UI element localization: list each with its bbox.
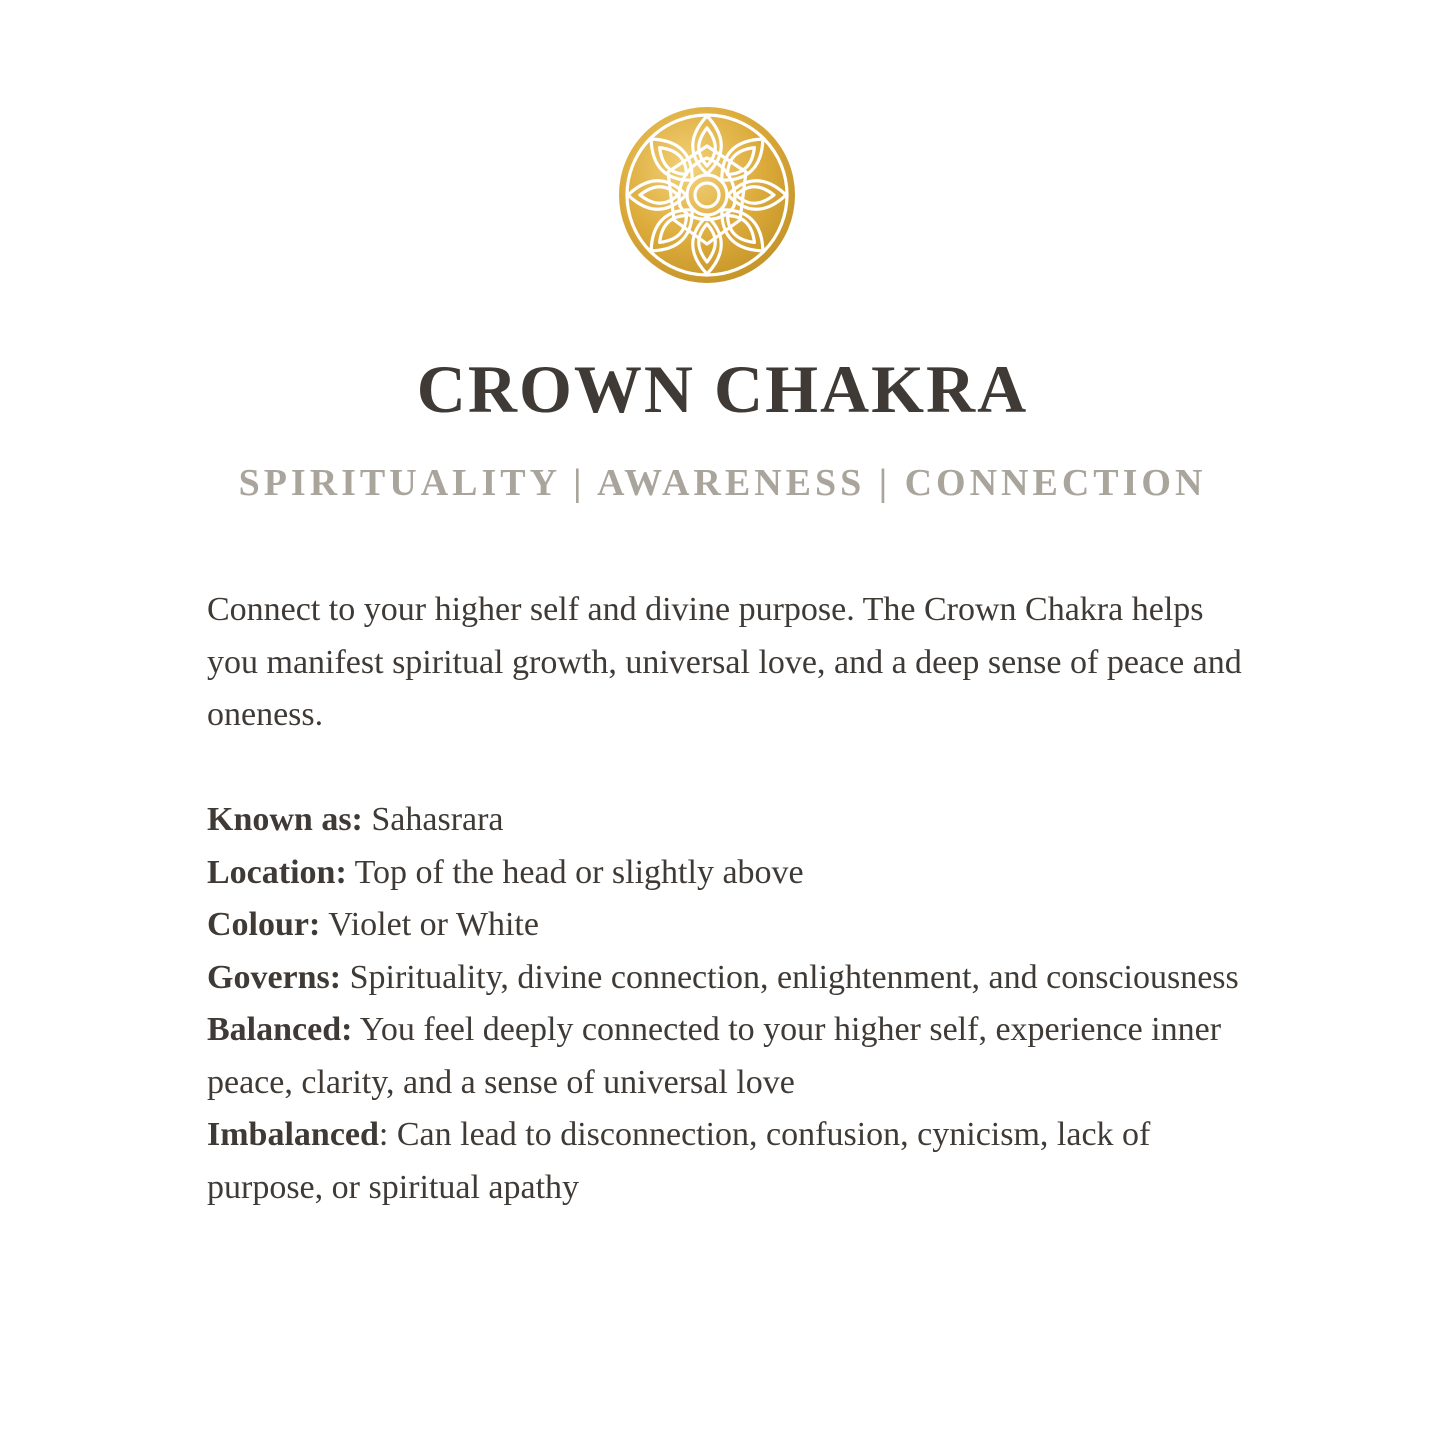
fact-value: You feel deeply connected to your higher self, experience inner peace, clarity, and a sense of universal love [207,1011,1222,1101]
fact-governs [207,952,1247,1005]
fact-value: Sahasrara [362,801,504,838]
crown-chakra-mandala-icon [618,106,796,284]
fact-value: Spirituality, divine connection, enlightenment, and consciousness [341,958,1239,996]
fact-location [207,847,1247,900]
fact-label: Imbalanced [207,1116,379,1153]
fact-label: Colour: [207,906,321,943]
fact-label: Balanced: [207,1011,353,1048]
fact-imbalanced [207,1109,1247,1214]
page-subtitle: SPIRITUALITY | AWARENESS | CONNECTION [238,462,1207,504]
fact-label: Known as: [207,801,363,838]
intro-paragraph: Connect to your higher self and divine purpose. The Crown Chakra helps you manifest spiritual growth, universal love, and a deep sense of peace and oneness. [207,591,1242,733]
fact-separator: : [378,1116,389,1153]
fact-label: Location: [207,853,347,891]
fact-value: Violet or White [320,906,539,943]
page-title: CROWN CHAKRA [416,351,1029,427]
fact-value: Top of the head or slightly above [346,853,804,891]
fact-balanced [207,1004,1247,1109]
content [207,584,1247,1214]
fact-label: Governs: [207,958,342,996]
fact-known-as [207,794,1247,847]
fact-value: Can lead to disconnection, confusion, cynicism, lack of purpose, or spiritual apathy [207,1116,1151,1206]
fact-colour [207,899,1247,952]
